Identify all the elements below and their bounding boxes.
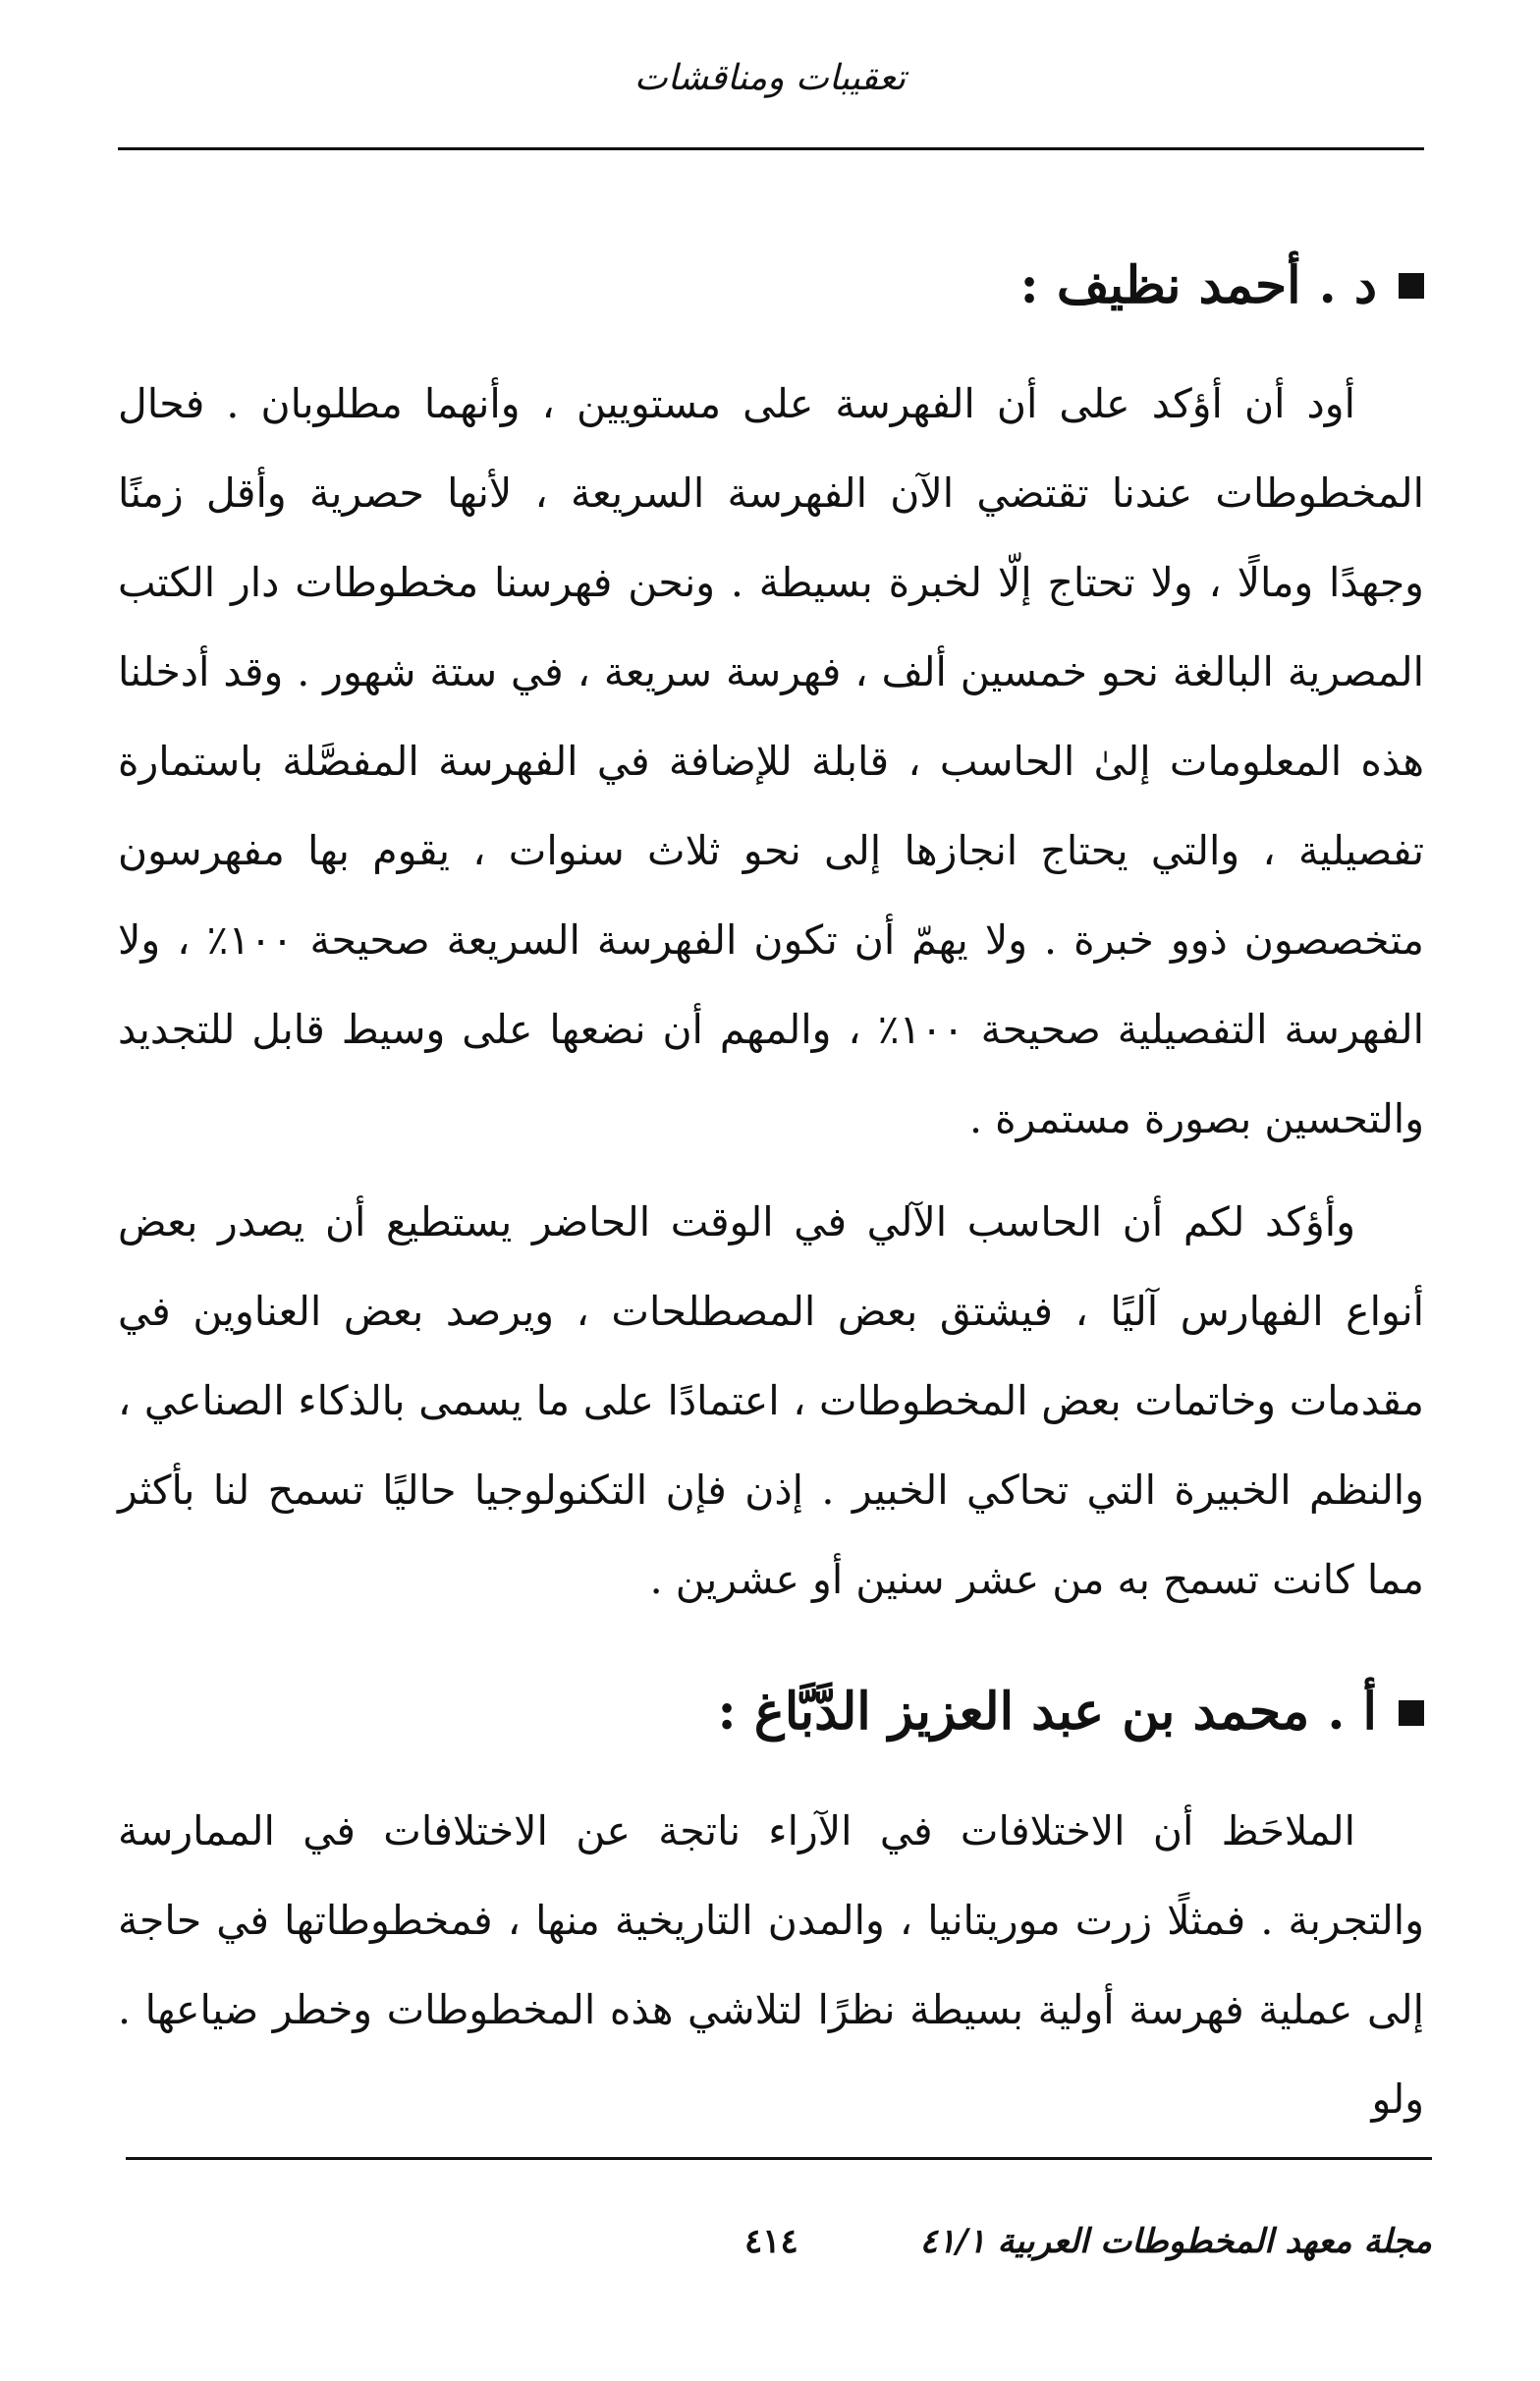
square-bullet-icon — [1399, 1700, 1424, 1726]
speaker-heading — [118, 1682, 1424, 1743]
footer-rule — [126, 2157, 1432, 2160]
page-footer — [126, 2222, 1432, 2277]
paragraph: الملاحَظ أن الاختلافات في الآراء ناتجة عن الاختلافات في الممارسة والتجربة . فمثلًا زرت موريتانيا ، والمدن التاريخية منها ، فمخطوطاتها في حاجة إلى عملية فهرسة أولية بسيطة نظرًا لتلاشي هذه المخطوطات وخطر ضياعها . ولو — [118, 1806, 1424, 2123]
journal-citation: مجلة معهد المخطوطات العربية ٤١/١ — [919, 2222, 1432, 2261]
header-rule — [118, 147, 1424, 150]
section-gap — [118, 1625, 1424, 1682]
speaker-heading — [118, 255, 1424, 316]
running-head: تعقيبات ومناقشات — [633, 58, 907, 98]
page-content — [118, 255, 1424, 2144]
paragraph: وأؤكد لكم أن الحاسب الآلي في الوقت الحاضر يستطيع أن يصدر بعض أنواع الفهارس آليًا ، فيشتق بعض المصطلحات ، ويرصد بعض العناوين في مقدمات وخاتمات بعض المخطوطات ، اعتمادًا على ما يسمى بالذكاء الصناعي ، والنظم الخبيرة التي تحاكي الخبير . إذن فإن التكنولوجيا حاليًا تسمح لنا بأكثر مما كانت تسمح به من عشر سنين أو عشرين . — [118, 1198, 1424, 1604]
square-bullet-icon — [1399, 273, 1424, 299]
paragraph: أود أن أؤكد على أن الفهرسة على مستويين ، وأنهما مطلوبان . فحال المخطوطات عندنا تقتضي الآن الفهرسة السريعة ، لأنها حصرية وأقل زمنًا وجهدًا ومالًا ، ولا تحتاج إلّا لخبرة بسيطة . ونحن فهرسنا مخطوطات دار الكتب المصرية البالغة نحو خمسين ألف ، فهرسة سريعة ، في ستة شهور . وقد أدخلنا هذه المعلومات إلىٰ الحاسب ، قابلة للإضافة في الفهرسة المفصَّلة باستمارة تفصيلية ، والتي يحتاج انجازها إلى نحو ثلاث سنوات ، يقوم بها مفهرسون متخصصون ذوو خبرة . ولا يهمّ أن تكون الفهرسة السريعة صحيحة ١٠٠٪ ، ولا الفهرسة التفصيلية صحيحة ١٠٠٪ ، والمهم أن نضعها على وسيط قابل للتجديد والتحسين بصورة مستمرة . — [118, 380, 1424, 1143]
page-number: ٤١٤ — [744, 2222, 798, 2261]
speaker-name: أ . محمد بن عبد العزيز الدَّبَّاغ : — [717, 1682, 1377, 1743]
speaker-name: د . أحمد نظيف : — [1019, 255, 1377, 315]
